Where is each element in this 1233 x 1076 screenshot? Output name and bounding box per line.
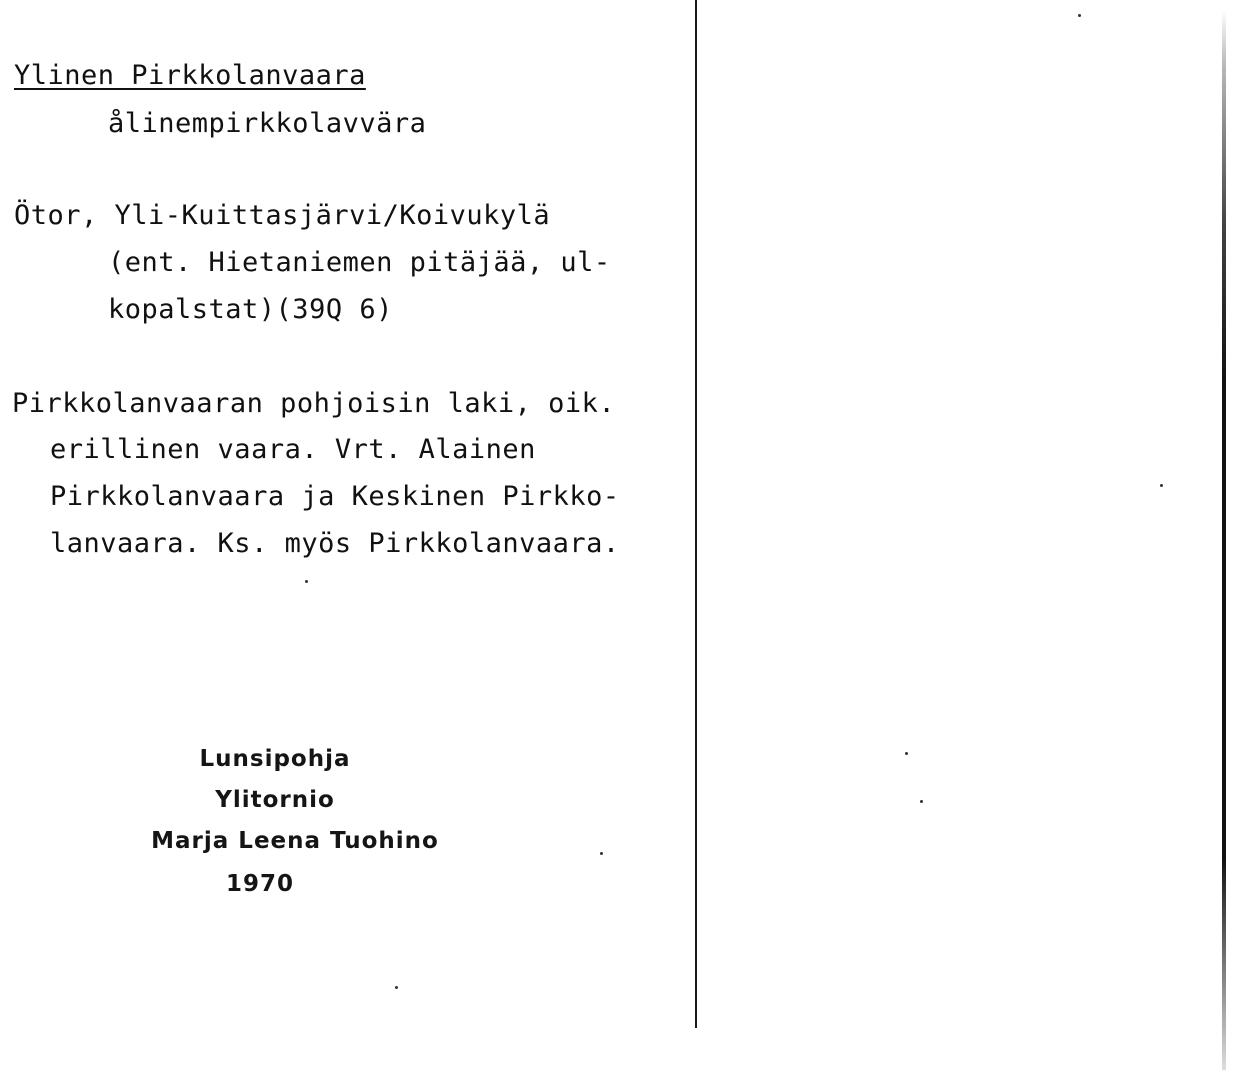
stamp-year: 1970 xyxy=(225,871,294,897)
description-line-3: Pirkkolanvaara ja Keskinen Pirkko- xyxy=(50,481,620,512)
location-line-2: (ent. Hietaniemen pitäjää, ul- xyxy=(108,247,611,278)
paper-speck xyxy=(395,986,398,989)
paper-speck xyxy=(1160,484,1163,487)
paper-speck xyxy=(905,752,908,755)
stamp-region: Lunsipohja xyxy=(199,746,351,772)
description-line-2: erillinen vaara. Vrt. Alainen xyxy=(50,434,536,465)
paper-speck xyxy=(305,580,308,583)
description-line-4: lanvaara. Ks. myös Pirkkolanvaara. xyxy=(50,528,620,559)
stamp-collector: Marja Leena Tuohino xyxy=(151,828,439,854)
dialect-form: ålinempirkkolavvära xyxy=(108,108,427,139)
paper-speck xyxy=(600,852,603,855)
stamp-parish: Ylitornio xyxy=(215,787,335,813)
paper-speck xyxy=(1078,14,1081,17)
card-edge-line xyxy=(1222,10,1226,1070)
location-line-1: Ötor, Yli-Kuittasjärvi/Koivukylä xyxy=(14,200,551,231)
description-line-1: Pirkkolanvaaran pohjoisin laki, oik. xyxy=(12,388,616,419)
place-name-heading: Ylinen Pirkkolanvaara xyxy=(14,60,366,91)
location-line-3: kopalstat)(39Q 6) xyxy=(108,294,393,325)
vertical-divider-line xyxy=(695,0,697,1028)
paper-speck xyxy=(920,800,923,803)
